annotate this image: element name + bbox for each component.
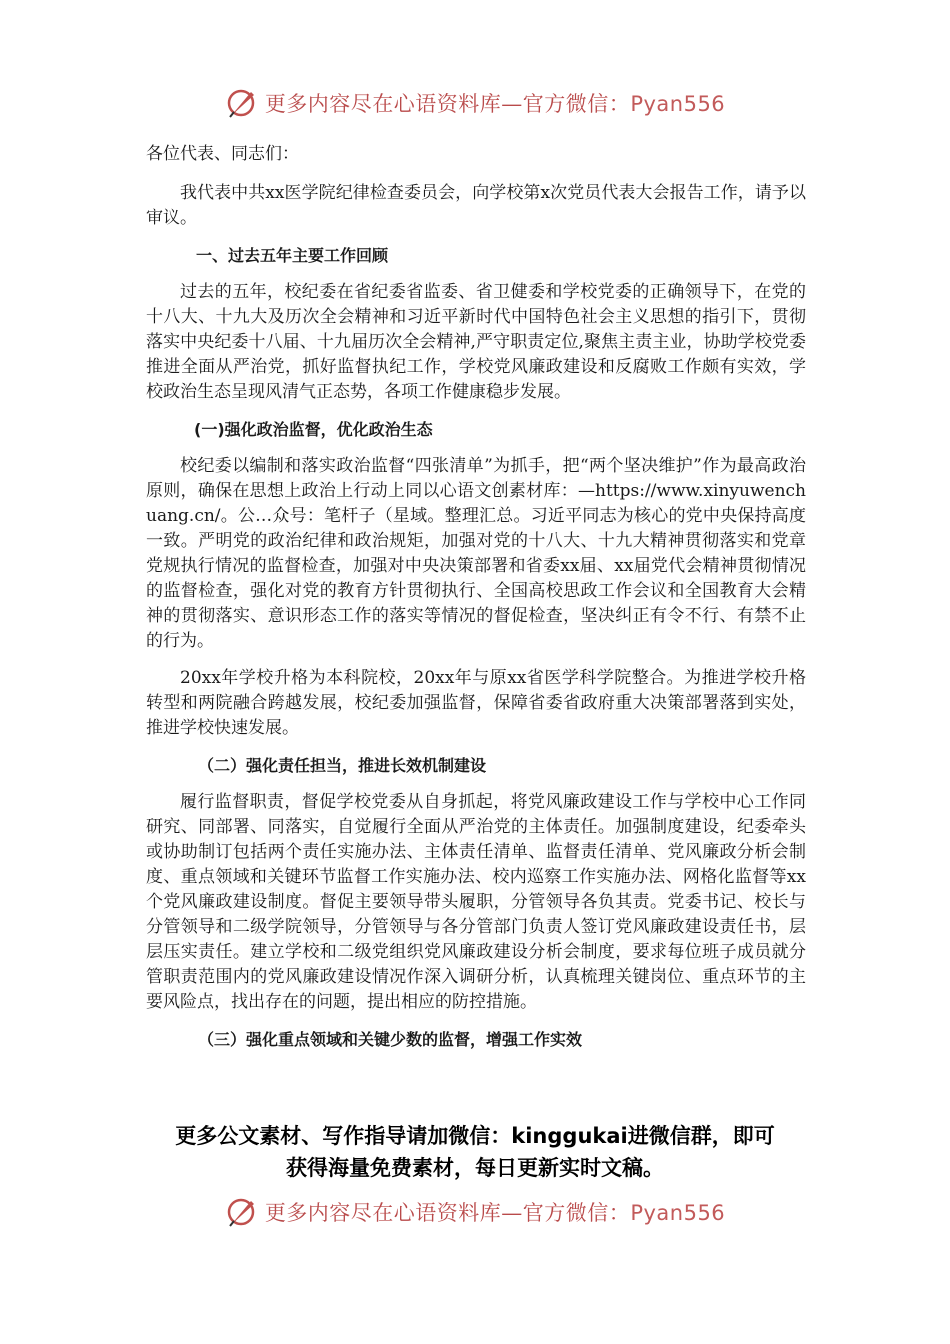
- footer-banner-text: 更多内容尽在心语资料库—官方微信：Pyan556: [264, 1201, 726, 1225]
- header-banner-text: 更多内容尽在心语资料库—官方微信：Pyan556: [264, 92, 726, 116]
- intro-paragraph: 我代表中共xx医学院纪律检查委员会，向学校第x次党员代表大会报告工作，请予以审议。: [146, 183, 806, 228]
- subsection1-paragraph1: 校纪委以编制和落实政治监督“四张清单”为抓手，把“两个坚决维护”作为最高政治原则，确保在思想上政治上行动上同以心语文创素材库：—https://www.xinyuwenchuang.cn/。公…众号：笔杆子（星域。整理汇总。习近平同志为核心的党中央保持高度一致。严明党的政治纪律和政治规矩，加强对党的十八大、十九大精神贯彻落实和党章党规执行情况的监督检查，加强对中央决策部署和省委xx届、xx届党代会精神贯彻情况的监督检查，强化对党的教育方针贯彻执行、全国高校思政工作会议和全国教育大会精神的贯彻落实、意识形态工作的落实等情况的督促检查，坚决纠正有令不行、有禁不止的行为。: [146, 456, 806, 651]
- section1-title: 一、过去五年主要工作回顾: [196, 246, 389, 265]
- quill-pen-logo-icon: [225, 1195, 259, 1229]
- subsection1-title: (一)强化政治监督，优化政治生态: [194, 420, 433, 439]
- subsection2-title: （二）强化责任担当，推进长效机制建设: [198, 756, 487, 775]
- promo-line1: 更多公文素材、写作指导请加微信：kinggukai进微信群，即可: [175, 1124, 775, 1148]
- footer-wechat-id: Pyan556: [630, 1201, 726, 1225]
- document-body: [146, 142, 806, 1064]
- section1-paragraph: 过去的五年，校纪委在省纪委省监委、省卫健委和学校党委的正确领导下，在党的十八大、十九大及历次全会精神和习近平新时代中国特色社会主义思想的指引下，贯彻落实中央纪委十八届、十九届历次全会精神,严守职责定位,聚焦主责主业，协助学校党委推进全面从严治党，抓好监督执纪工作，学校党风廉政建设和反腐败工作颇有实效，学校政治生态呈现风清气正态势，各项工作健康稳步发展。: [146, 282, 806, 402]
- subsection1-paragraph2: 20xx年学校升格为本科院校，20xx年与原xx省医学科学院整合。为推进学校升格转型和两院融合跨越发展，校纪委加强监督，保障省委省政府重大决策部署落到实处，推进学校快速发展。: [146, 668, 806, 738]
- header-wechat-id: Pyan556: [630, 92, 726, 116]
- greeting: 各位代表、同志们：: [146, 144, 299, 164]
- footer-banner: [0, 1192, 950, 1232]
- promo-notice: [120, 1120, 830, 1184]
- subsection2-paragraph: 履行监督职责，督促学校党委从自身抓起，将党风廉政建设工作与学校中心工作同研究、同部署、同落实，自觉履行全面从严治党的主体责任。加强制度建设，纪委牵头或协助制订包括两个责任实施办法、主体责任清单、监督责任清单、党风廉政分析会制度、重点领域和关键环节监督工作实施办法、校内巡察工作实施办法、网格化监督等xx个党风廉政建设制度。督促主要领导带头履职，分管领导各负其责。党委书记、校长与分管领导和二级学院领导，分管领导与各分管部门负责人签订党风廉政建设责任书，层层压实责任。建立学校和二级党组织党风廉政建设分析会制度，要求每位班子成员就分管职责范围内的党风廉政建设情况作深入调研分析，认真梳理关键岗位、重点环节的主要风险点，找出存在的问题，提出相应的防控措施。: [146, 792, 806, 1012]
- header-banner: [0, 83, 950, 123]
- subsection3-title: （三）强化重点领域和关键少数的监督，增强工作实效: [198, 1030, 583, 1049]
- quill-pen-logo-icon: [225, 86, 259, 120]
- promo-line2: 获得海量免费素材，每日更新实时文稿。: [286, 1156, 664, 1180]
